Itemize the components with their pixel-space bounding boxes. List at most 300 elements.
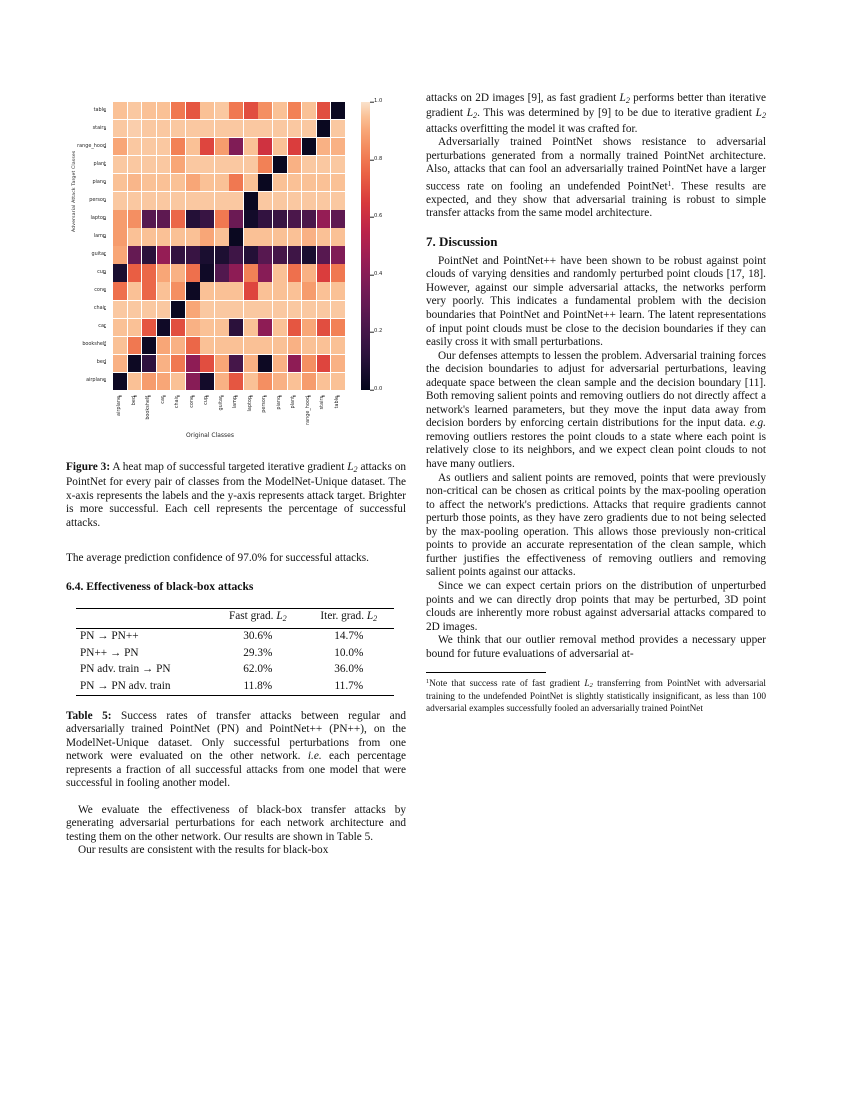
heatmap-cell xyxy=(186,355,200,372)
heatmap-y-tick: car xyxy=(98,323,106,330)
heatmap-cell xyxy=(302,192,316,209)
transfer-results-table xyxy=(76,608,394,696)
heatmap-cell xyxy=(273,337,287,354)
figure-caption xyxy=(66,461,406,530)
heatmap-cell xyxy=(317,319,331,336)
heatmap-cell xyxy=(215,246,229,263)
heatmap-cell xyxy=(113,355,127,372)
heatmap-y-tickmark xyxy=(104,255,107,256)
heatmap-cell xyxy=(128,355,142,372)
heatmap-cell xyxy=(229,138,243,155)
heatmap-cell xyxy=(113,138,127,155)
figure-caption-part-1: A heat map of successful targeted iterative gradient xyxy=(112,461,348,473)
heatmap-cell xyxy=(258,355,272,372)
heatmap-cell xyxy=(113,192,127,209)
heatmap-cell xyxy=(215,355,229,372)
heatmap-cell xyxy=(171,210,185,227)
heatmap-cell xyxy=(157,210,171,227)
heatmap-cell xyxy=(128,138,142,155)
heatmap-cell xyxy=(157,264,171,281)
rp1-b: performs better than iterative gradient xyxy=(426,92,767,120)
heatmap-cell xyxy=(200,246,214,263)
heatmap-cell xyxy=(215,337,229,354)
heatmap-cell xyxy=(229,246,243,263)
heatmap-cell xyxy=(288,319,302,336)
heatmap-cell xyxy=(317,301,331,318)
heatmap-cell xyxy=(229,210,243,227)
heatmap-x-tick: airplane xyxy=(116,396,123,416)
heatmap-cell xyxy=(128,192,142,209)
heatmap-cell xyxy=(200,156,214,173)
heatmap-cell xyxy=(302,138,316,155)
heatmap-cell xyxy=(331,120,345,137)
heatmap-cell xyxy=(186,301,200,318)
heatmap-cell xyxy=(113,246,127,263)
heatmap-x-tickmark xyxy=(264,396,267,397)
heatmap-x-tickmark xyxy=(235,396,238,397)
heatmap-cell xyxy=(288,264,302,281)
heatmap-cell xyxy=(258,282,272,299)
heatmap-cell xyxy=(171,264,185,281)
heatmap-cell xyxy=(273,156,287,173)
heatmap-cell xyxy=(229,174,243,191)
heatmap-cell xyxy=(302,373,316,390)
right-paragraph-1: attacks on 2D images [9], as fast gradient $L_2$ performs better than iterative gradient $L_2$. This was determined by [9] to be due to iterative gradient $L_2$ attacks overfitting the model it was crafted for. xyxy=(426,92,767,135)
heatmap-cell xyxy=(331,373,345,390)
heatmap-cell xyxy=(142,210,156,227)
heatmap-y-tickmark xyxy=(104,111,107,112)
heatmap-cell xyxy=(317,192,331,209)
heatmap-y-tick: airplane xyxy=(86,377,106,384)
heatmap-x-tickmark xyxy=(279,396,282,397)
heatmap-y-tick: plant xyxy=(93,161,106,168)
heatmap-cell xyxy=(157,156,171,173)
heatmap-cell xyxy=(128,301,142,318)
heatmap-cell xyxy=(186,102,200,119)
heatmap-cell xyxy=(142,373,156,390)
heatmap-cell xyxy=(142,264,156,281)
right-paragraph-5: As outliers and salient points are removed, points that were previously non-critical can be chosen as critical points by the max-pooling operation to affect the network's predictions. Attacks that require gradients cannot perturb those points, as they have zero gradients due to not being selected by the max-pooling operation. This allows those previously non-critical points to provide an accurate representation of the clean sample, which further justifies the effectiveness of removing outliers and removing salient points against our attacks. xyxy=(426,471,766,579)
heatmap-cell xyxy=(142,355,156,372)
heatmap-cell xyxy=(113,120,127,137)
colorbar-tickmark xyxy=(370,159,374,160)
confidence-paragraph: The average prediction confidence of 97.0% for successful attacks. xyxy=(66,552,370,565)
heatmap-cell xyxy=(171,156,185,173)
heatmap-cell xyxy=(302,282,316,299)
heatmap-cell xyxy=(142,246,156,263)
heatmap-x-tickmark xyxy=(337,396,340,397)
table-cell-fast-grad: 30.6% xyxy=(243,630,273,643)
heatmap-cell xyxy=(157,102,171,119)
heatmap-y-tickmark xyxy=(104,147,107,148)
heatmap-cell xyxy=(171,102,185,119)
heatmap-cell xyxy=(258,192,272,209)
colorbar-tickmark xyxy=(370,390,374,391)
heatmap-cell xyxy=(273,138,287,155)
colorbar-tickmark xyxy=(370,217,374,218)
heatmap-y-tick: bed xyxy=(96,359,106,366)
right-paragraph-2 xyxy=(426,136,766,221)
heatmap-cell xyxy=(171,355,185,372)
heatmap-cell xyxy=(215,228,229,245)
heatmap-y-tick: guitar xyxy=(91,251,106,258)
table-caption xyxy=(66,710,406,791)
heatmap-cell xyxy=(258,373,272,390)
heatmap-cell xyxy=(288,301,302,318)
heatmap-cell xyxy=(273,120,287,137)
heatmap-cell xyxy=(273,301,287,318)
heatmap-cell xyxy=(288,156,302,173)
heatmap-cell xyxy=(244,246,258,263)
footnote-number: 1 xyxy=(426,679,430,686)
heatmap-x-tick: bookshelf xyxy=(145,396,152,420)
heatmap-y-tickmark xyxy=(104,381,107,382)
heatmap-cell xyxy=(258,138,272,155)
heatmap-cell xyxy=(215,102,229,119)
table-cell-fast-grad: 29.3% xyxy=(243,646,273,659)
table-caption-text: Success rates of transfer attacks between regular and adversarially trained PointNet (PN) and PointNet++ (PN++), on the ModelNet-Unique dataset. Only successful perturbations from one network were evaluated on the other network. i.e. each percentage represents a fraction of all successful attacks from one model that were successful in fooling another model. xyxy=(66,709,406,790)
heatmap-cell xyxy=(215,301,229,318)
figure-caption-math-sub: 2 xyxy=(353,464,358,474)
heatmap-cell xyxy=(186,337,200,354)
heatmap-cell xyxy=(317,174,331,191)
heatmap-cell xyxy=(302,228,316,245)
heatmap-cell xyxy=(128,120,142,137)
heatmap-y-tickmark xyxy=(104,129,107,130)
heatmap-cell xyxy=(113,301,127,318)
heatmap-cell xyxy=(215,192,229,209)
heatmap-cell xyxy=(229,228,243,245)
figure-caption-math-L: L xyxy=(347,461,354,473)
heatmap-cell xyxy=(317,138,331,155)
table-row xyxy=(76,645,394,662)
table-header-iter-grad: Iter. grad. $L_2$ xyxy=(320,610,378,624)
heatmap-cell xyxy=(273,264,287,281)
heatmap-cell xyxy=(186,282,200,299)
heatmap-x-tickmark xyxy=(250,396,253,397)
heatmap-cell xyxy=(244,264,258,281)
rp1-c: . This was determined by [9] to be due to iterative gradient xyxy=(477,107,756,120)
heatmap-x-tickmark xyxy=(308,396,311,397)
heatmap-cell xyxy=(113,264,127,281)
heatmap-y-tick: range_hood xyxy=(77,143,106,150)
heatmap-cell xyxy=(317,210,331,227)
heatmap-cell xyxy=(128,102,142,119)
heatmap-y-tickmark xyxy=(104,237,107,238)
heatmap-y-tickmark xyxy=(104,345,107,346)
figure-caption-label: Figure 3: xyxy=(66,461,111,473)
heatmap-x-tick: cone xyxy=(188,396,195,408)
heatmap-cell xyxy=(186,174,200,191)
heatmap-cell xyxy=(331,264,345,281)
heatmap-x-tickmark xyxy=(322,396,325,397)
heatmap-cell xyxy=(273,355,287,372)
heatmap-cell xyxy=(317,246,331,263)
heatmap-cell xyxy=(113,373,127,390)
right-paragraph-3: PointNet and PointNet++ have been shown to be robust against point clouds of varying densities and randomly perturbed point clouds [17, 18]. However, against our simple adversarial attacks, the networks perform very poorly. This indicates a fundamental problem with the decision boundaries that PointNet and PointNet++ learn. The latent representations of input point clouds must be close to the decision boundaries if they can easily cross it with small perturbations. xyxy=(426,254,766,349)
table-row xyxy=(76,662,394,679)
heatmap-cell xyxy=(215,282,229,299)
heatmap-cell xyxy=(113,156,127,173)
section-7-title: 7. Discussion xyxy=(426,233,498,249)
heatmap-cell xyxy=(157,174,171,191)
table-cell-label: PN++ → PN xyxy=(80,646,139,659)
heatmap-cell xyxy=(157,246,171,263)
rp4-eg: e.g. xyxy=(749,417,766,430)
heatmap-cell xyxy=(288,246,302,263)
heatmap-cell xyxy=(142,138,156,155)
heatmap-cell xyxy=(142,228,156,245)
heatmap-cell xyxy=(331,282,345,299)
heatmap-cell xyxy=(200,264,214,281)
right-paragraph-7: We think that our outlier removal method provides a necessary upper bound for future evaluations of adversarial at- xyxy=(426,634,766,660)
heatmap-cell xyxy=(171,174,185,191)
table-caption-ie: i.e. xyxy=(307,750,322,763)
table-cell-iter-grad: 11.7% xyxy=(334,679,364,692)
table-cell-label: PN → PN adv. train xyxy=(80,679,171,692)
heatmap-cell xyxy=(302,210,316,227)
table-head xyxy=(76,608,394,628)
heatmap-cell xyxy=(331,156,345,173)
heatmap-cell xyxy=(244,319,258,336)
footnote-rule xyxy=(426,672,546,673)
heatmap-cell xyxy=(157,355,171,372)
heatmap-cell xyxy=(273,246,287,263)
heatmap-cell xyxy=(157,138,171,155)
heatmap-cell xyxy=(288,337,302,354)
subsection-6-4-title: 6.4. Effectiveness of black-box attacks xyxy=(66,579,254,593)
heatmap-cell xyxy=(258,337,272,354)
heatmap-y-tickmark xyxy=(104,219,107,220)
heatmap-cell xyxy=(113,210,127,227)
colorbar-tick: 0.6 xyxy=(374,213,383,220)
heatmap-cell xyxy=(128,373,142,390)
heatmap-cell xyxy=(229,156,243,173)
colorbar-tickmark xyxy=(370,275,374,276)
heatmap-cell xyxy=(128,156,142,173)
right-paragraph-6: Since we can expect certain priors on the distribution of unperturbed points and we can directly drop points that may be perturbed, 3D point clouds are inherently more robust against adversarial attacks compared to 2D images. xyxy=(426,579,766,633)
heatmap-cell xyxy=(200,355,214,372)
heatmap-cell xyxy=(200,301,214,318)
heatmap-cell xyxy=(302,355,316,372)
heatmap-cell xyxy=(171,246,185,263)
heatmap-x-tick-labels xyxy=(113,392,345,428)
heatmap-cell xyxy=(128,228,142,245)
heatmap-cell xyxy=(200,120,214,137)
heatmap-cell xyxy=(288,102,302,119)
heatmap-cell xyxy=(215,138,229,155)
heatmap-cell xyxy=(157,228,171,245)
heatmap-cell xyxy=(186,246,200,263)
heatmap-cell xyxy=(171,120,185,137)
heatmap-cell xyxy=(113,228,127,245)
heatmap-cell xyxy=(317,264,331,281)
heatmap-cell xyxy=(200,102,214,119)
heatmap-cell xyxy=(302,156,316,173)
colorbar-tickmark xyxy=(370,102,374,103)
heatmap-cell xyxy=(171,138,185,155)
heatmap-cell xyxy=(186,319,200,336)
heatmap-x-tickmark xyxy=(206,396,209,397)
heatmap-cell xyxy=(273,174,287,191)
heatmap-cell xyxy=(331,102,345,119)
heatmap-x-tick: bed xyxy=(130,396,137,406)
table-cell-label: PN → PN++ xyxy=(80,630,139,643)
heatmap-cell xyxy=(244,192,258,209)
heatmap-cell xyxy=(171,337,185,354)
heatmap-cell xyxy=(171,373,185,390)
heatmap-cell xyxy=(186,192,200,209)
rp1-a: attacks on 2D images [9], as fast gradient xyxy=(426,92,620,104)
heatmap-x-tick: lamp xyxy=(232,396,239,409)
heatmap-cell xyxy=(331,192,345,209)
heatmap-cell xyxy=(200,228,214,245)
heatmap-cell xyxy=(229,192,243,209)
heatmap-cell xyxy=(331,228,345,245)
heatmap-cell xyxy=(171,228,185,245)
heatmap-cell xyxy=(200,192,214,209)
heatmap-cell xyxy=(244,337,258,354)
heatmap-cell xyxy=(113,282,127,299)
table-cell-iter-grad: 10.0% xyxy=(334,646,364,659)
heatmap-cell xyxy=(331,337,345,354)
heatmap-cell xyxy=(331,246,345,263)
heatmap-cell xyxy=(302,301,316,318)
colorbar-tick: 1.0 xyxy=(374,98,383,105)
heatmap-cell xyxy=(229,355,243,372)
heatmap-cell xyxy=(215,264,229,281)
heatmap-cell xyxy=(331,174,345,191)
heatmap-y-tick: stairs xyxy=(92,125,106,132)
heatmap-y-axis-label: Adversarial Attack Target Classes xyxy=(72,150,77,232)
colorbar-tickmark xyxy=(370,332,374,333)
heatmap-cell xyxy=(244,301,258,318)
heatmap-cell xyxy=(186,138,200,155)
heatmap-cell xyxy=(229,282,243,299)
heatmap-cell xyxy=(317,156,331,173)
heatmap-x-tick: cup xyxy=(203,396,210,405)
heatmap-cell xyxy=(317,355,331,372)
heatmap-cell xyxy=(258,102,272,119)
right-paragraph-4 xyxy=(426,350,766,472)
heatmap-cell xyxy=(157,373,171,390)
heatmap-cell xyxy=(142,156,156,173)
heatmap-y-tick: chair xyxy=(93,305,106,312)
table-cell-label: PN adv. train → PN xyxy=(80,663,171,676)
heatmap-cell xyxy=(128,264,142,281)
heatmap-cell xyxy=(200,174,214,191)
heatmap-cell xyxy=(302,102,316,119)
colorbar-tick: 0.0 xyxy=(374,386,383,393)
heatmap-cell xyxy=(229,264,243,281)
heatmap-cell xyxy=(273,373,287,390)
heatmap-cell xyxy=(142,102,156,119)
heatmap-cell xyxy=(273,228,287,245)
heatmap-cell xyxy=(331,301,345,318)
fn-a: Note that success rate of fast gradient xyxy=(429,678,585,689)
heatmap-cell xyxy=(331,319,345,336)
heatmap-x-tick: guitar xyxy=(217,396,224,411)
heatmap-x-tickmark xyxy=(221,396,224,397)
heatmap-y-tick: cone xyxy=(94,287,106,294)
heatmap-cell xyxy=(113,319,127,336)
colorbar-tick: 0.2 xyxy=(374,328,383,335)
heatmap-cell xyxy=(288,120,302,137)
heatmap-cell xyxy=(186,373,200,390)
heatmap-cell xyxy=(128,319,142,336)
heatmap-x-tick: plant xyxy=(290,396,297,409)
heatmap-x-tickmark xyxy=(163,396,166,397)
heatmap-cell xyxy=(244,355,258,372)
heatmap-cell xyxy=(273,282,287,299)
rp4-b: removing outliers restores the point clouds to a state where each point is relatively close to its neighbors, and we expect clean point clouds to not have many outliers. xyxy=(426,430,766,471)
heatmap-cell xyxy=(302,264,316,281)
heatmap-cell xyxy=(157,319,171,336)
heatmap-cell xyxy=(229,102,243,119)
heatmap-cell xyxy=(200,337,214,354)
heatmap-y-tick: bookshelf xyxy=(82,341,106,348)
heatmap-cell xyxy=(258,246,272,263)
heatmap-cell xyxy=(113,174,127,191)
footnote-marker: 1 xyxy=(667,178,672,188)
heatmap-y-tickmark xyxy=(104,309,107,310)
heatmap-cell xyxy=(258,174,272,191)
heatmap-cell xyxy=(200,210,214,227)
heatmap-cell xyxy=(157,282,171,299)
colorbar-tick: 0.4 xyxy=(374,271,383,278)
heatmap-cell xyxy=(229,337,243,354)
table-header-fast-grad: Fast grad. $L_2$ xyxy=(228,610,287,624)
heatmap-cell xyxy=(229,301,243,318)
table-cell-iter-grad: 14.7% xyxy=(334,630,364,643)
heatmap-cell xyxy=(331,138,345,155)
colorbar-tick-labels xyxy=(370,98,396,393)
heatmap-cell xyxy=(244,228,258,245)
figure-caption-part-2: attacks on PointNet for every pair of classes from the ModelNet-Unique dataset. The x-axis represents the labels and the y-axis represents attack target. Brighter is more successful. Each cell represents the percentage of successful attacks. xyxy=(66,461,407,529)
heatmap-chart xyxy=(66,92,406,447)
heatmap-cell xyxy=(186,228,200,245)
heatmap-y-tickmark xyxy=(104,273,107,274)
table-caption-label: Table 5: xyxy=(66,709,112,722)
heatmap-y-tick: person xyxy=(89,197,106,204)
figure-3 xyxy=(66,92,406,530)
heatmap-x-tick: stairs xyxy=(319,396,326,410)
heatmap-y-tickmark xyxy=(104,201,107,202)
table-body xyxy=(76,628,394,695)
heatmap-cell xyxy=(302,337,316,354)
heatmap-x-tickmark xyxy=(119,396,122,397)
heatmap-cell xyxy=(157,120,171,137)
heatmap-cell xyxy=(244,174,258,191)
heatmap-cell xyxy=(317,373,331,390)
table-header-row xyxy=(76,608,394,628)
table-row xyxy=(76,678,394,695)
heatmap-x-tickmark xyxy=(148,396,151,397)
left-paragraph-1: We evaluate the effectiveness of black-box transfer attacks by generating adversarial perturbations for each network architecture and testing them on the other network. Our results are shown in Table 5. xyxy=(66,803,406,843)
heatmap-cell xyxy=(244,282,258,299)
heatmap-cell xyxy=(229,373,243,390)
heatmap-cell xyxy=(244,120,258,137)
heatmap-cell xyxy=(317,282,331,299)
heatmap-cell xyxy=(171,282,185,299)
heatmap-y-tick: cup xyxy=(97,269,106,276)
heatmap-cell xyxy=(215,156,229,173)
heatmap-cell xyxy=(273,319,287,336)
heatmap-cell xyxy=(200,319,214,336)
rp4-a: Our defenses attempts to lessen the problem. Adversarial training forces the decision boundaries to adjust for adversarial perturbations, leaving adequate space between the clean sample and the decision boundary [11]. Both removing salient points and removing outliers do not directly affect a network's learned parameters, but they move the input data away from decision borders by enforcing certain distributions for the input data. xyxy=(426,349,766,430)
heatmap-cell xyxy=(258,264,272,281)
heatmap-cell xyxy=(186,120,200,137)
